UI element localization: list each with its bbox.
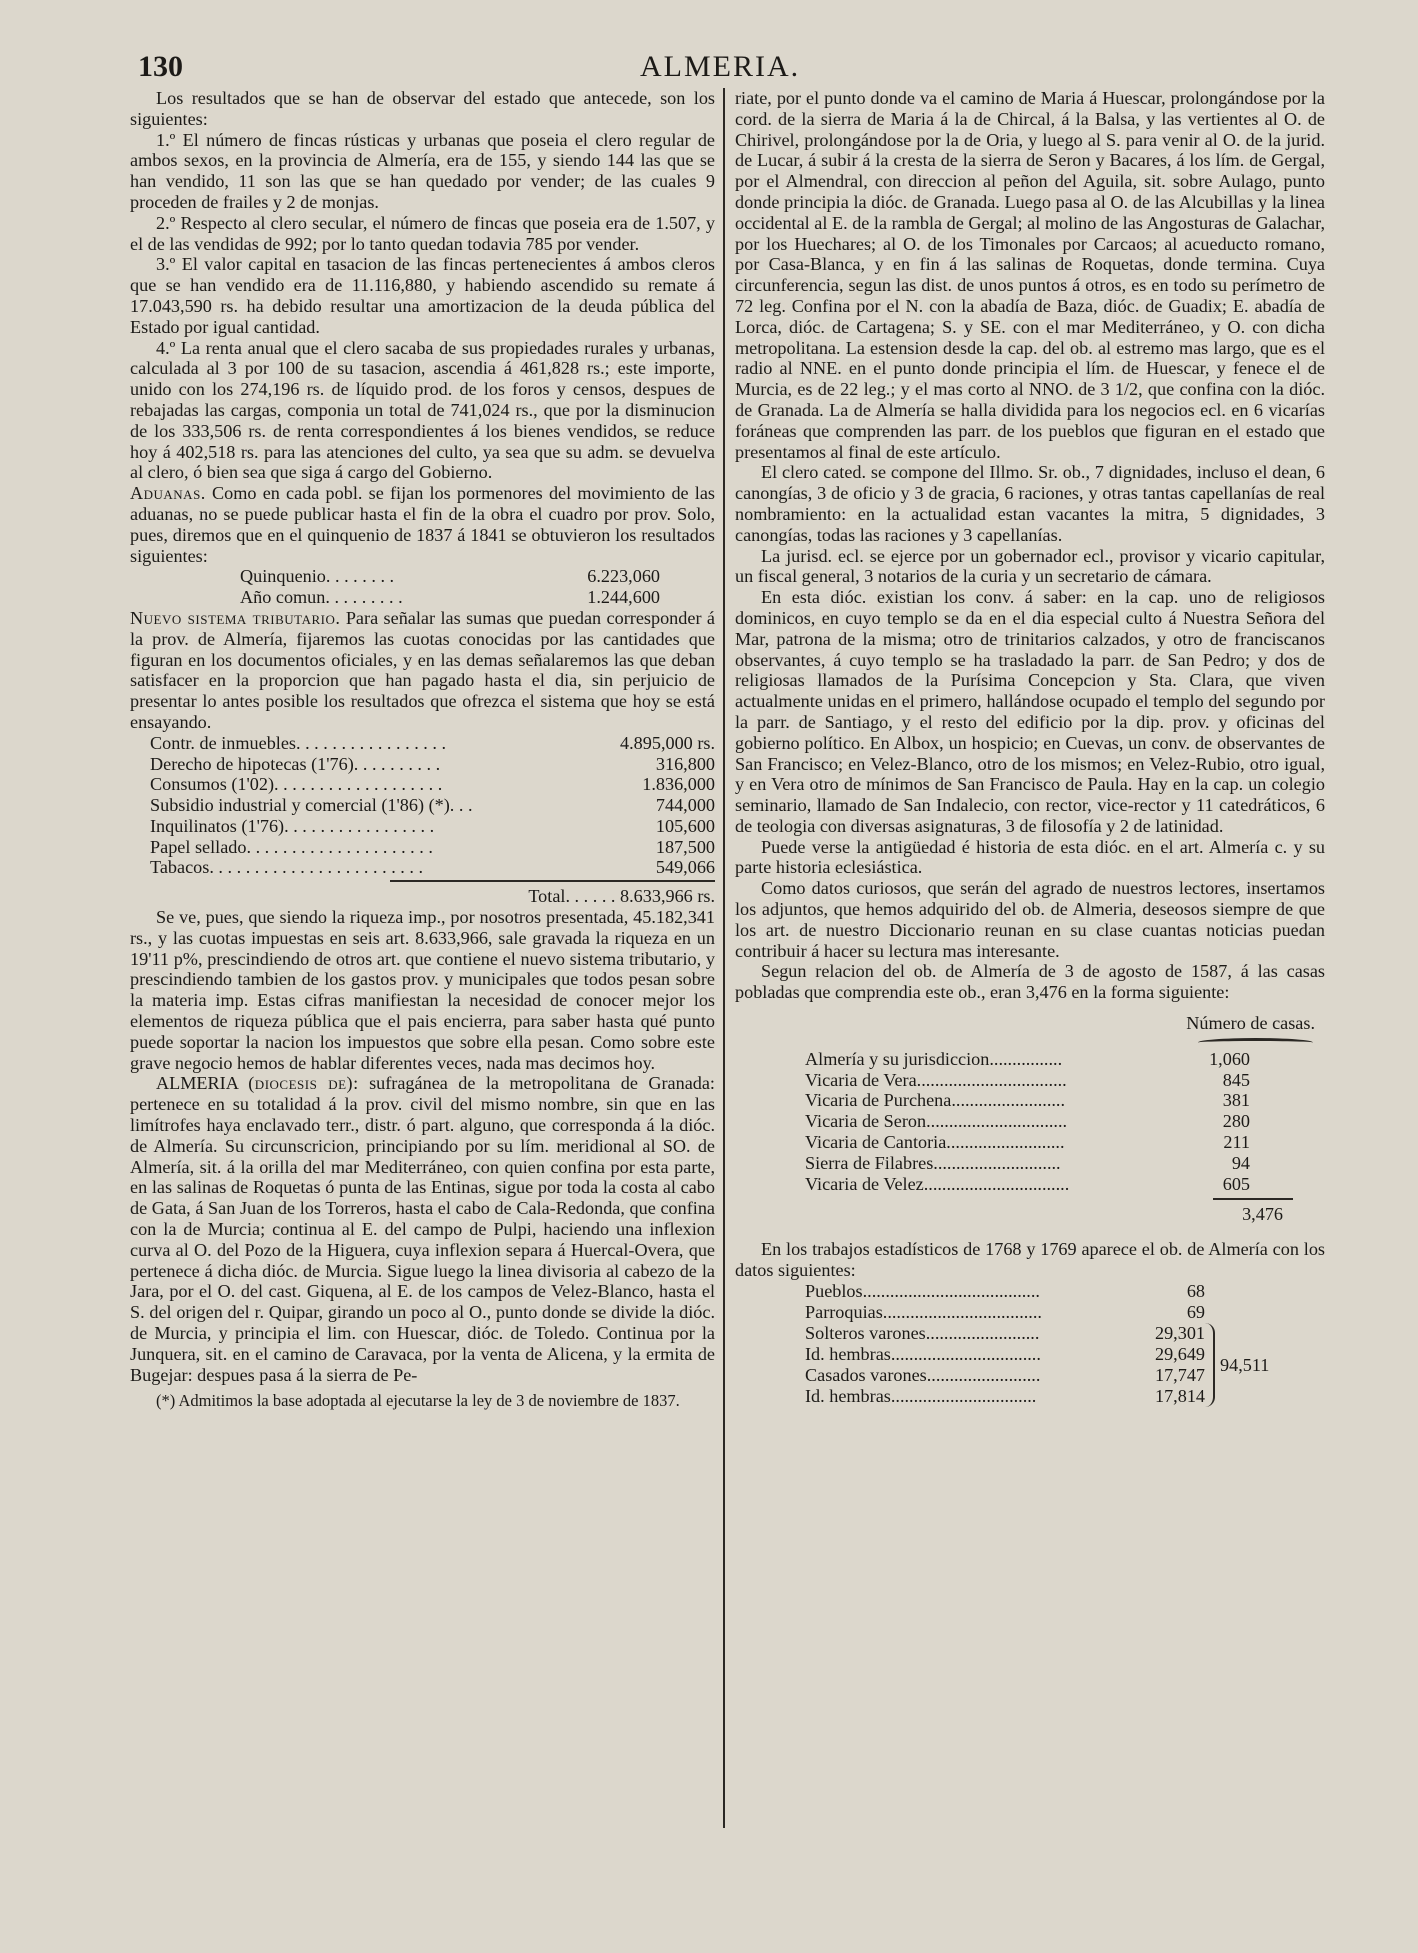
quinquenio-value: 6.223,060: [587, 566, 660, 587]
table-row: [150, 733, 715, 754]
casas-value: 280: [1222, 1111, 1250, 1132]
aduanas-heading: Aduanas.: [130, 483, 206, 504]
casas-value: 94: [1231, 1152, 1250, 1173]
table-row: [805, 1049, 1250, 1070]
stats-brace-total: 94,511: [1220, 1354, 1270, 1375]
jurisd-paragraph: La jurisd. ecl. se ejerce por un gobernador ecl., provisor y vicario capitular, un fiscal general, 3 notarios de la curia y un secretario de cámara.: [735, 545, 1325, 587]
paragraph-1: 1.º El número de fincas rústicas y urbanas que poseia el clero regular de ambos sexos, en la provincia de Almería, era de 155, y siendo 144 las que se han vendido, 11 son las que se han quedado por vender; de las cuales 9 proceden de frailes y 2 de monjas.: [130, 129, 715, 212]
aduanas-table: [240, 566, 660, 608]
casas-label: Vicaria de Velez................................: [805, 1173, 1070, 1194]
segun-relacion-paragraph: Segun relacion del ob. de Almería de 3 de agosto de 1587, á las casas pobladas que comprendia este ob., eran 3,476 en la forma siguiente:: [735, 961, 1325, 1003]
column-divider: [723, 88, 725, 1828]
table-row: [805, 1323, 1205, 1344]
casas-value: 605: [1222, 1173, 1250, 1194]
ano-comun-label: Año comun. . . . . . . . .: [240, 587, 403, 608]
table-row: [805, 1344, 1205, 1365]
tax-table: [150, 733, 715, 879]
stats-label: Id. hembras.................................: [805, 1343, 1041, 1364]
stats-block: [805, 1281, 1305, 1407]
total-rule: [390, 880, 715, 882]
casas-label: Vicaria de Vera.................................: [805, 1069, 1067, 1090]
almeria-text: sufragánea de la metropolitana de Granada: pertenece en su totalidad á la prov. civil del mismo nombre, sin que en las limítrofes haya enclavado terr., distr. ó part. alguno, que corresponda á la dióc. de Almería. Su circunscricion, principiando por su lím. meridional al SO. de Almería, sit. á la orilla del mar Mediterráneo, con quien confina por esta parte, en las salinas de Roquetas ó punta de las Entinas, sigue por toda la costa al cabo de Gata, á San Juan de los Torreros, hasta el cabo de Cala-Redonda, que confina con la de Murcia; continua al E. del campo de Pulpi, haciendo una inflexion curva al O. del Pozo de la Higuera, cuya inflexion separa á Huercal-Overa, que pertenece á dicha dióc. de Murcia. Sigue luego la linea divisoria al cabezo de la Jara, por el O. del cast. Giquena, al E. de los campos de Velez-Blanco, hasta el S. del origen del r. Quipar, girando un poco al O., punto donde se divide la dióc. de Murcia, y principia el lim. con Huescar, dióc. de Toledo. Continua por la Junquera, sit. en el camino de Caravaca, por la venta de Alicena, y la ermita de Bugejar: despues pasa á la sierra de Pe-: [130, 1073, 715, 1385]
stats-brace: [1205, 1323, 1215, 1407]
aduanas-text: Como en cada pobl. se fijan los pormenores del movimiento de las aduanas, no se puede publicar hasta el fin de la obra el cuadro por prov. Solo, pues, diremos que en el quinquenio de 1837 á 1841 se obtuvieron los resultados siguientes:: [130, 483, 715, 566]
stats-label: Parroquias...................................: [805, 1301, 1042, 1322]
stats-label: Pueblos.......................................: [805, 1280, 1040, 1301]
intro-paragraph: Los resultados que se han de observar del estado que antecede, son los siguientes:: [130, 88, 715, 129]
paragraph-4: 4.º La renta anual que el clero sacaba de sus propiedades rurales y urbanas, calculada al 3 por 100 de su tasacion, ascendia á 461,828 rs.; este importe, unido con los 274,196 rs. de líquido prod. de los foros y censos, despues de rebajadas las cargas, componia un total de 741,024 rs., que por la disminucion de los 333,506 rs. de renta correspondientes á los bienes vendidos, se reduce hoy á 402,518 rs. para las atenciones del culto, ya sea que su adm. se devuelva al clero, ó bien sea que siga á cargo del Gobierno.: [130, 337, 715, 483]
table-row: [805, 1386, 1205, 1407]
quinquenio-label: Quinquenio. . . . . . . .: [240, 566, 395, 587]
table-row: [805, 1302, 1205, 1323]
casas-label: Almería y su jurisdiccion................: [805, 1048, 1063, 1069]
table-row: [150, 857, 715, 878]
casas-value: 211: [1223, 1132, 1250, 1153]
almeria-diocesis-paragraph: [130, 1073, 715, 1385]
table-row: [150, 816, 715, 837]
tax-value: 1.836,000: [642, 774, 715, 795]
trabajos-paragraph: En los trabajos estadísticos de 1768 y 1769 aparece el ob. de Almería con los datos siguientes:: [735, 1239, 1325, 1281]
casas-table: [805, 1049, 1250, 1195]
se-ve-paragraph: Se ve, pues, que siendo la riqueza imp., por nosotros presentada, 45.182,341 rs., y las cuotas impuestas en seis art. 8.633,966, sale gravada la riqueza en un 19'11 p%, prescindiendo de otros art. que contiene el nuevo sistema tributario, y prescindiendo tambien de los gastos prov. y municipales que todos pesan sobre la materia imp. Estas cifras manifiestan la necesidad de conocer mejor los elementos de riqueza pública que el pais encierra, para saber hasta qué punto puede soportar la nacion los impuestos que sobre ella pesan. Como sobre este grave negocio hemos de hablar diferentes veces, nada mas decimos hoy.: [130, 907, 715, 1073]
clero-paragraph: El clero cated. se compone del Illmo. Sr. ob., 7 dignidades, incluso el dean, 6 canongías, 3 de oficio y 3 de gracia, 6 raciones, y otras tantas capellanías de real nombramiento: en la actualidad estan vacantes la mitra, 5 dignidades, 3 canongías, todas las raciones y 3 capellanías.: [735, 462, 1325, 545]
puede-verse-paragraph: Puede verse la antigüedad é historia de esta dióc. en el art. Almería c. y su parte historia eclesiástica.: [735, 836, 1325, 878]
page-header: [130, 50, 1330, 90]
nuevo-sistema-paragraph: [130, 608, 715, 733]
casas-label: Sierra de Filabres............................: [805, 1152, 1061, 1173]
stats-table: [805, 1281, 1205, 1407]
casas-total: 3,476: [1242, 1204, 1283, 1225]
tax-label: Subsidio industrial y comercial (1'86) (*). . .: [150, 795, 473, 816]
casas-label: Vicaria de Cantoria..........................: [805, 1132, 1065, 1153]
stats-label: Casados varones.........................: [805, 1364, 1041, 1385]
table-row: [805, 1132, 1250, 1153]
ano-comun-value: 1.244,600: [587, 587, 660, 608]
table-row: [150, 754, 715, 775]
total-row: [130, 886, 715, 907]
tax-label: Contr. de inmuebles. . . . . . . . . . . . . . . . .: [150, 732, 447, 753]
table-row: [150, 837, 715, 858]
spacer: [735, 1225, 1325, 1239]
tax-label: Consumos (1'02). . . . . . . . . . . . . . . . . . .: [150, 774, 443, 795]
footnote: (*) Admitimos la base adoptada al ejecutarse la ley de 3 de noviembre de 1837.: [156, 1391, 680, 1411]
right-column: [735, 88, 1325, 1407]
stats-value: 68: [1186, 1280, 1205, 1301]
nuevo-sistema-text: Para señalar las sumas que puedan corresponder á la prov. de Almería, fijaremos las cuotas conocidas por las cantidades que figuran en los documentos oficiales, y en las demas señalaremos las que deban satisfacer en la proporcion que han pagado hasta el dia, sin perjuicio de presentar lo antes posible los resultados que ofrezca el sistema que hoy se está ensayando.: [130, 607, 715, 732]
page-number: 130: [138, 50, 183, 83]
stats-value: 29,649: [1154, 1343, 1205, 1364]
stats-value: 17,747: [1154, 1364, 1205, 1385]
almeria-heading: ALMERIA: [156, 1073, 238, 1094]
stats-value: 17,814: [1154, 1385, 1205, 1406]
datos-curiosos-paragraph: Como datos curiosos, que serán del agrado de nuestros lectores, insertamos los adjuntos, que hemos adquirido del ob. de Almeria, deseosos siempre de que los art. de nuestro Diccionario reunan en su clase cuantas noticias puedan contribuir á hacer su lectura mas interesante.: [735, 878, 1325, 961]
tax-value: 105,600: [655, 815, 715, 836]
tax-label: Papel sellado. . . . . . . . . . . . . . . . . . . . .: [150, 836, 433, 857]
tax-value: 4.895,000 rs.: [620, 732, 715, 753]
table-row: [805, 1281, 1205, 1302]
tax-value: 316,800: [655, 753, 715, 774]
tax-label: Derecho de hipotecas (1'76). . . . . . . . . .: [150, 753, 441, 774]
paragraph-3: 3.º El valor capital en tasacion de las fincas pertenecientes á ambos cleros que se han vendido era de 11.116,880, y habiendo ascendido su remate á 17.043,590 rs. ha debido resultar una amortizacion de la deuda pública del Estado por igual cantidad.: [130, 254, 715, 337]
nuevo-sistema-heading: Nuevo sistema tributario.: [130, 607, 341, 628]
total-value: 8.633,966 rs.: [620, 886, 715, 907]
casas-label: Vicaria de Purchena.........................: [805, 1090, 1066, 1111]
table-row: [240, 587, 660, 608]
table-row: [805, 1153, 1250, 1174]
total-label: Total. . . . . .: [528, 886, 616, 907]
table-row: [240, 566, 660, 587]
casas-label: Vicaria de Seron...............................: [805, 1111, 1068, 1132]
riate-paragraph: riate, por el punto donde va el camino de Maria á Huescar, prolongándose por la cord. de la sierra de Maria á la de Chircal, á la Balsa, y las vertientes al O. de Chirivel, prolongándose por la de Oria, y luego al S. para venir al O. de la jurid. de Lucar, á subir á la cresta de la sierra de Seron y Bacares, á los lím. de Gergal, por el Almendral, con direccion al peñon del Aguila, sit. sobre Aulago, punto donde principia la dióc. de Granada. Luego pasa al O. de las Alcubillas y la linea occidental al E. de la rambla de Gergal; al molino de las Angosturas de Galachar, por los Huechares; al O. de los Timonales por Carcaos; al acueducto romano, por Casa-Blanca, y en fin á las salinas de Roquetas, donde termina. Cuya circunferencia, segun las dist. de unos puntos á otros, es en todo su perímetro de 72 leg. Confina por el N. con la abadía de Baza, dióc. de Guadix; E. abadía de Lorca, dióc. de Cartagena; S. y SE. con el mar Mediterráneo, y O. con dicha metropolitana. La estension desde la cap. del ob. al estremo mas largo, que es el radio al NNE. en el punto donde principia el lím. de Huescar, y fenece el de Murcia, es de 22 leg.; y el mas corto al NNO. de 3 1/2, que confina con la dióc. de Granada. La de Almería se halla dividida para los negocios ecl. en 6 vicarías foráneas que comprenden las parr. de los pueblos que figuran en el estado que presentamos al final de este artículo.: [735, 88, 1325, 462]
casas-total-rule: [1213, 1198, 1293, 1200]
casas-heading-rule: [1198, 1038, 1313, 1047]
aduanas-paragraph: [130, 483, 715, 566]
conventos-paragraph: En esta dióc. existian los conv. á saber: en la cap. uno de religiosos dominicos, en cuyo templo se da en el dia especial culto á Nuestra Señora del Mar, patrona de la misma; otro de trinitarios calzados, y otro de franciscanos observantes, á cuyo templo se ha trasladado la parr. de San Pedro; y dos de religiosas llamados de la Purísima Concepcion y Sta. Clara, que viven actualmente unidas en el primero, hallándose ocupado el templo del segundo por la parr. de Santiago, y el resto del edificio por la dip. prov. y oficinas del gobierno político. En Albox, un hospicio; en Cuevas, un conv. de observantes de San Francisco; en Velez-Blanco, otro de los mismos; en Velez-Rubio, otro igual, y en Vera otro de mínimos de San Francisco de Paula. Hay en la cap. un colegio seminario, llamado de San Indalecio, con rector, vice-rector y 11 catedráticos, 6 de teologia con diversas asignaturas, 3 de filosofía y 2 de latinidad.: [735, 587, 1325, 836]
stats-value: 29,301: [1154, 1322, 1205, 1343]
casas-value: 381: [1222, 1090, 1250, 1111]
almeria-subheading: (diocesis de):: [248, 1073, 359, 1094]
tax-label: Inquilinatos (1'76). . . . . . . . . . . . . . . . .: [150, 815, 435, 836]
stats-label: Solteros varones.........................: [805, 1322, 1040, 1343]
table-row: [805, 1365, 1205, 1386]
paragraph-2: 2.º Respecto al clero secular, el número de fincas que poseia era de 1.507, y el de las vendidas de 992; por lo tanto quedan todavia 785 por vender.: [130, 212, 715, 254]
table-row: [805, 1174, 1250, 1195]
running-head: ALMERIA.: [640, 50, 801, 83]
table-row: [805, 1070, 1250, 1091]
stats-value: 69: [1186, 1301, 1205, 1322]
tax-label: Tabacos. . . . . . . . . . . . . . . . . . . . . . . .: [150, 857, 424, 878]
table-row: [805, 1090, 1250, 1111]
table-row: [805, 1111, 1250, 1132]
tax-value: 549,066: [655, 857, 715, 878]
tax-value: 744,000: [655, 795, 715, 816]
table-row: [150, 795, 715, 816]
casas-value: 1,060: [1209, 1048, 1250, 1069]
stats-label: Id. hembras................................: [805, 1385, 1037, 1406]
casas-value: 845: [1222, 1069, 1250, 1090]
casas-heading: Número de casas.: [1186, 1013, 1315, 1034]
left-column: [130, 88, 715, 1410]
tax-value: 187,500: [655, 836, 715, 857]
table-row: [150, 774, 715, 795]
